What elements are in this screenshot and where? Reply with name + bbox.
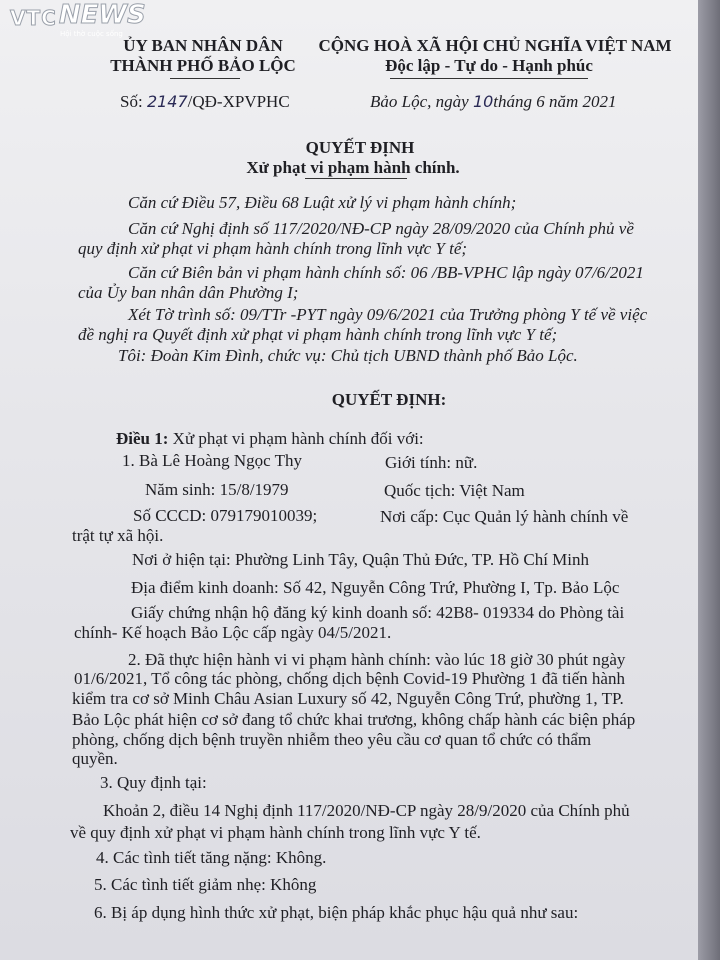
basis-line: Xét Tờ trình số: 09/TTr -PYT ngày 09/6/2021 của Trưởng phòng Y tế về việc bbox=[128, 305, 648, 324]
violation-line: Bảo Lộc phát hiện cơ sở đang tổ chức khai trương, không chấp hành các biện pháp bbox=[72, 710, 636, 729]
business-license-cont: chính- Kế hoạch Bảo Lộc cấp ngày 04/5/2021. bbox=[74, 623, 392, 642]
aggravating-factors: 4. Các tình tiết tăng nặng: Không. bbox=[96, 848, 327, 867]
business-license: Giấy chứng nhận hộ đăng ký kinh doanh số: 42B8- 019334 do Phòng tài bbox=[131, 603, 625, 622]
logo-brand-a: VTC bbox=[10, 6, 57, 30]
violator-id: Số CCCD: 079179010039; bbox=[133, 506, 318, 525]
basis-line: của Ủy ban nhân dân Phường I; bbox=[78, 283, 299, 302]
date-day-handwritten: 10 bbox=[472, 92, 494, 111]
regulation-line: Khoản 2, điều 14 Nghị định 117/2020/NĐ-CP ngày 28/9/2020 của Chính phủ bbox=[103, 801, 630, 820]
basis-line: Căn cứ Điều 57, Điều 68 Luật xử lý vi phạm hành chính; bbox=[128, 193, 517, 212]
violator-nationality: Quốc tịch: Việt Nam bbox=[384, 481, 525, 500]
desk-edge bbox=[698, 0, 720, 960]
nation-line1: CỘNG HOÀ XÃ HỘI CHỦ NGHĨA VIỆT NAM bbox=[318, 36, 672, 55]
article1-line: Điều 1: Xử phạt vi phạm hành chính đối với: bbox=[116, 429, 424, 448]
org-line1: ỦY BAN NHÂN DÂN bbox=[123, 36, 283, 55]
decision-subtitle: Xử phạt vi phạm hành chính. bbox=[246, 158, 460, 177]
nation-line2: Độc lập - Tự do - Hạnh phúc bbox=[385, 56, 593, 75]
title-underline bbox=[305, 178, 407, 179]
vtcnews-logo bbox=[10, 0, 146, 30]
doc-number-handwritten: 2147 bbox=[146, 92, 188, 111]
basis-line: đề nghị ra Quyết định xử phạt vi phạm hành chính trong lĩnh vực Y tế; bbox=[78, 325, 558, 344]
logo-brand-b: NEWS bbox=[58, 0, 146, 30]
decision-heading: QUYẾT ĐỊNH: bbox=[331, 390, 447, 409]
violator-residence: Nơi ở hiện tại: Phường Linh Tây, Quận Thủ Đức, TP. Hồ Chí Minh bbox=[132, 550, 590, 569]
violator-name: 1. Bà Lê Hoàng Ngọc Thy bbox=[122, 451, 303, 470]
mitigating-factors: 5. Các tình tiết giảm nhẹ: Không bbox=[94, 875, 317, 894]
violation-line: phòng, chống dịch bệnh truyền nhiễm theo yêu cầu cơ quan tổ chức có thẩm bbox=[72, 730, 592, 749]
motto-underline bbox=[390, 78, 588, 79]
article1-label: Điều 1: bbox=[116, 429, 169, 448]
violator-gender: Giới tính: nữ. bbox=[385, 453, 478, 472]
decision-title: QUYẾT ĐỊNH bbox=[305, 138, 415, 157]
basis-line: Căn cứ Biên bản vi phạm hành chính số: 06 /BB-VPHC lập ngày 07/6/2021 bbox=[128, 263, 644, 282]
basis-line: quy định xử phạt vi phạm hành chính trong lĩnh vực Y tế; bbox=[78, 239, 468, 258]
violation-line: quyền. bbox=[72, 749, 118, 768]
violator-birth: Năm sinh: 15/8/1979 bbox=[145, 480, 289, 499]
penalty-heading: 6. Bị áp dụng hình thức xử phạt, biện pháp khắc phục hậu quả như sau: bbox=[94, 903, 579, 922]
logo-tagline: Hội thờ cuộc sống bbox=[60, 30, 123, 38]
regulation-heading: 3. Quy định tại: bbox=[100, 773, 207, 792]
doc-date: Bảo Lộc, ngày 10tháng 6 năm 2021 bbox=[370, 92, 617, 111]
violation-line: kiểm tra cơ sở Minh Châu Asian Luxury số 42, Nguyễn Công Trứ, phường 1, TP. bbox=[72, 689, 624, 708]
org-line2: THÀNH PHỐ BẢO LỘC bbox=[110, 56, 296, 75]
regulation-line: về quy định xử phạt vi phạm hành chính trong lĩnh vực Y tế. bbox=[70, 823, 481, 842]
id-issuer: Nơi cấp: Cục Quản lý hành chính về bbox=[380, 507, 629, 526]
violation-line: 2. Đã thực hiện hành vi vi phạm hành chính: vào lúc 18 giờ 30 phút ngày bbox=[128, 650, 626, 669]
doc-number: Số: 2147/QĐ-XPVPHC bbox=[120, 92, 290, 111]
org-underline bbox=[170, 78, 240, 79]
violation-line: 01/6/2021, Tổ công tác phòng, chống dịch bệnh Covid-19 Phường 1 đã tiến hành bbox=[74, 669, 625, 688]
business-location: Địa điểm kinh doanh: Số 42, Nguyễn Công Trứ, Phường I, Tp. Bảo Lộc bbox=[131, 578, 620, 597]
id-issuer-cont: trật tự xã hội. bbox=[72, 526, 164, 545]
signer-line: Tôi: Đoàn Kim Đình, chức vụ: Chủ tịch UBND thành phố Bảo Lộc. bbox=[118, 346, 578, 365]
basis-line: Căn cứ Nghị định số 117/2020/NĐ-CP ngày 28/09/2020 của Chính phủ về bbox=[128, 219, 634, 238]
